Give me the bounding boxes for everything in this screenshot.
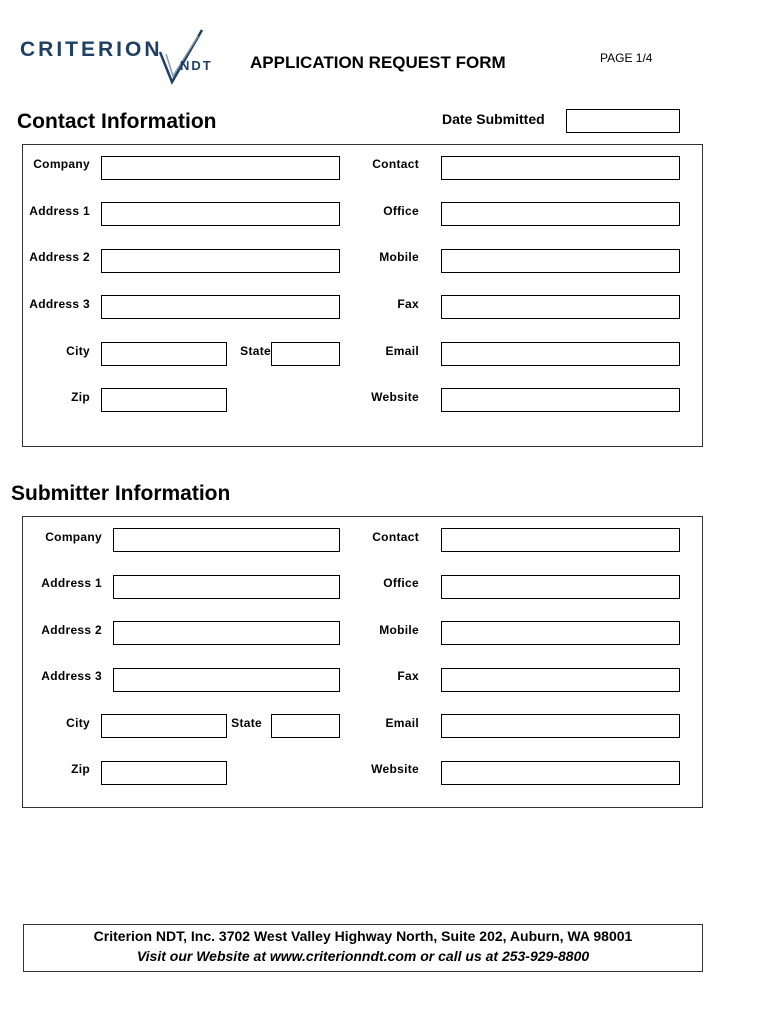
address2-field[interactable] <box>101 249 340 273</box>
submitter-email-label: Email <box>385 716 419 730</box>
contact-field[interactable] <box>441 156 680 180</box>
mobile-label: Mobile <box>379 250 419 264</box>
city-field[interactable] <box>101 342 227 366</box>
logo-suffix: NDT <box>180 58 213 73</box>
company-field[interactable] <box>101 156 340 180</box>
email-label: Email <box>385 344 419 358</box>
submitter-address3-label: Address 3 <box>41 669 102 683</box>
zip-field[interactable] <box>101 388 227 412</box>
submitter-fax-label: Fax <box>397 669 419 683</box>
submitter-mobile-field[interactable] <box>441 621 680 645</box>
submitter-contact-label: Contact <box>372 530 419 544</box>
company-label: Company <box>33 157 90 171</box>
website-field[interactable] <box>441 388 680 412</box>
submitter-fax-field[interactable] <box>441 668 680 692</box>
submitter-zip-label: Zip <box>71 762 90 776</box>
office-field[interactable] <box>441 202 680 226</box>
submitter-address1-label: Address 1 <box>41 576 102 590</box>
submitter-office-label: Office <box>383 576 419 590</box>
submitter-company-label: Company <box>45 530 102 544</box>
submitter-email-field[interactable] <box>441 714 680 738</box>
city-label: City <box>66 344 90 358</box>
logo-wordmark: CRITERION <box>20 38 163 61</box>
fax-field[interactable] <box>441 295 680 319</box>
state-field[interactable] <box>271 342 340 366</box>
submitter-state-field[interactable] <box>271 714 340 738</box>
address2-label: Address 2 <box>29 250 90 264</box>
submitter-city-field[interactable] <box>101 714 227 738</box>
submitter-website-field[interactable] <box>441 761 680 785</box>
submitter-company-field[interactable] <box>113 528 340 552</box>
office-label: Office <box>383 204 419 218</box>
date-submitted-field[interactable] <box>566 109 680 133</box>
mobile-field[interactable] <box>441 249 680 273</box>
address1-field[interactable] <box>101 202 340 226</box>
footer-contact-line: Visit our Website at www.criterionndt.com or call us at 253-929-8800 <box>136 948 590 964</box>
submitter-contact-field[interactable] <box>441 528 680 552</box>
submitter-address3-field[interactable] <box>113 668 340 692</box>
submitter-section-title: Submitter Information <box>11 482 231 505</box>
footer-address: Criterion NDT, Inc. 3702 West Valley Highway North, Suite 202, Auburn, WA 98001 <box>93 928 633 944</box>
form-title: APPLICATION REQUEST FORM <box>250 53 506 72</box>
submitter-city-label: City <box>66 716 90 730</box>
submitter-state-label: State <box>231 716 262 730</box>
submitter-address2-field[interactable] <box>113 621 340 645</box>
email-field[interactable] <box>441 342 680 366</box>
page-number: PAGE 1/4 <box>600 51 653 65</box>
zip-label: Zip <box>71 390 90 404</box>
address3-field[interactable] <box>101 295 340 319</box>
date-submitted-label: Date Submitted <box>442 111 545 127</box>
address1-label: Address 1 <box>29 204 90 218</box>
contact-label: Contact <box>372 157 419 171</box>
website-label: Website <box>371 390 419 404</box>
state-label: State <box>240 344 271 358</box>
address3-label: Address 3 <box>29 297 90 311</box>
submitter-zip-field[interactable] <box>101 761 227 785</box>
footer-box <box>23 924 703 972</box>
checkmark-logo-icon <box>158 28 208 86</box>
submitter-address1-field[interactable] <box>113 575 340 599</box>
submitter-mobile-label: Mobile <box>379 623 419 637</box>
contact-section-title: Contact Information <box>17 110 217 133</box>
fax-label: Fax <box>397 297 419 311</box>
submitter-website-label: Website <box>371 762 419 776</box>
submitter-office-field[interactable] <box>441 575 680 599</box>
submitter-address2-label: Address 2 <box>41 623 102 637</box>
